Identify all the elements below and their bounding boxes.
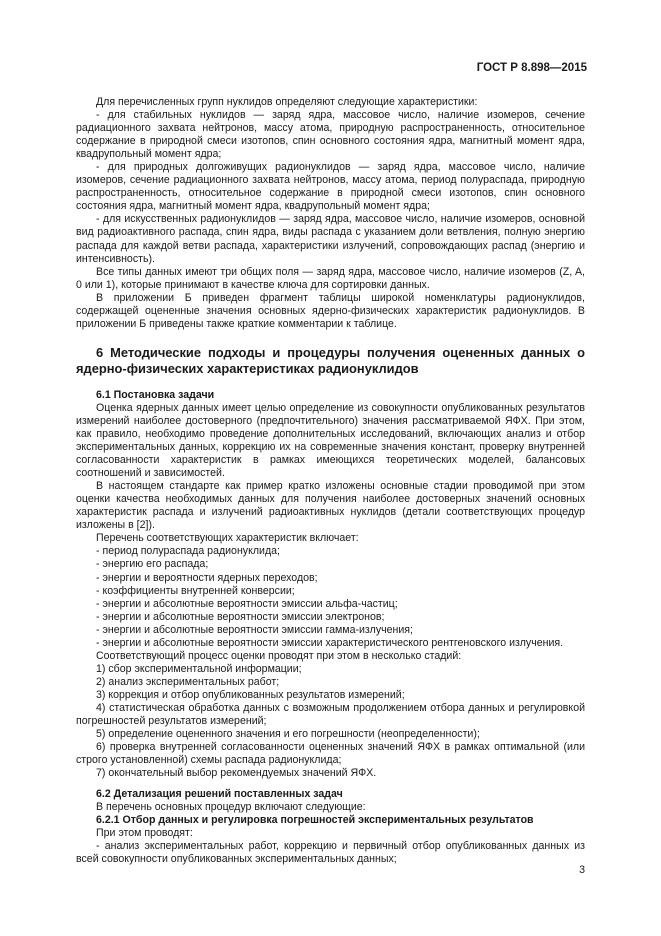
section-heading: 6 Методические подходы и процедуры получения оцененных данных о ядерно-физических характеристиках радионуклидов (76, 344, 585, 376)
paragraph: Для перечисленных групп нуклидов определяют следующие характеристики: (96, 96, 478, 108)
paragraph: Соответствующий процесс оценки проводят при этом в несколько стадий: (96, 649, 462, 662)
paragraph: В приложении Б приведен фрагмент таблицы широкой номенклатуры радионуклидов, содержащей оцененные значения основных ядерно-физических характеристик радионуклидов. В приложении Б приведены также краткие комментарии к таблице. (76, 291, 585, 330)
subsection-heading: 6.1 Постановка задачи (96, 388, 215, 401)
list-item: 1) сбор экспериментальной информации; (96, 662, 302, 675)
list-item: 7) окончательный выбор рекомендуемых значений ЯФХ. (96, 767, 377, 780)
list-item: - период полураспада радионуклида; (96, 545, 280, 558)
list-item: - коэффициенты внутренней конверсии; (96, 584, 295, 597)
list-item: - для стабильных нуклидов — заряд ядра, массовое число, наличие изомеров, сечение радиационного захвата нейтронов, массу атома, природную распространенность, относительное содержание в природной смеси изотопов, спин основного состояния ядра, магнитный момент ядра, квадрупольный момент ядра; (76, 109, 585, 161)
list-item: 6) проверка внутренней согласованности оцененных значений ЯФХ в рамках оптимальной (или строго установленной) схемы распада радионуклида; (76, 741, 585, 767)
subsection-heading: 6.2 Детализация решений поставленных задач (96, 788, 343, 801)
list-item: - для искусственных радионуклидов — заряд ядра, массовое число, наличие изомеров, основной вид радиоактивного распада, спин ядра, виды распада с указанием доли ветвления, полную энергию распада для каждой ветви распада, характеристики излучений, сопровождающих распад (энергию и интенсивность). (76, 213, 585, 265)
document-body (76, 96, 585, 867)
list-item: - для природных долгоживущих радионуклидов — заряд ядра, массовое число, наличие изомеров, сечение радиационного захвата нейтронов, массу атома, период полураспада, природную распространенность, относительное содержание в природной смеси изотопов, спин основного состояния ядра, магнитный момент ядра, квадрупольный момент ядра; (76, 161, 585, 213)
list-item: - энергии и абсолютные вероятности эмиссии характеристического рентгеновского излучения. (96, 636, 564, 649)
list-item: - энергии и абсолютные вероятности эмиссии альфа-частиц; (96, 597, 398, 610)
list-item: - энергии и вероятности ядерных переходов; (96, 571, 318, 584)
paragraph: В настоящем стандарте как пример кратко изложены основные стадии проводимой при этом оценки качества необходимых данных для получения наиболее достоверных значений основных характеристик распада и излучений радиоактивных нуклидов (детали соответствующих процедур изложены в [2]). (76, 480, 585, 532)
list-item: - энергию его распада; (96, 558, 209, 571)
page-number: 3 (579, 864, 585, 876)
paragraph: Оценка ядерных данных имеет целью определение из совокупности опубликованных результатов измерений наиболее достоверного (предпочтительного) значения рассматриваемой ЯФХ. При этом, как правило, необходимо проведение дополнительных исследований, включающих анализ и отбор экспериментальных данных, коррекцию их на современные значения констант, проверку внутренней согласованности характеристик в рамках имеющихся теоретических моделей, балансовых соотношений и зависимостей. (76, 401, 585, 480)
list-item: 5) определение оцененного значения и его погрешности (неопределенности); (96, 728, 480, 741)
list-item: - энергии и абсолютные вероятности эмиссии электронов; (96, 610, 385, 623)
paragraph: Все типы данных имеют три общих поля — заряд ядра, массовое число, наличие изомеров (Z, A, 0 или 1), которые принимают в качестве ключа для сортировки данных. (76, 265, 585, 291)
paragraph: В перечень основных процедур включают следующие: (96, 801, 366, 814)
list-item: - анализ экспериментальных работ, коррекцию и первичный отбор опубликованных данных из всей совокупности опубликованных экспериментальных данных; (76, 840, 585, 866)
paragraph: Перечень соответствующих характеристик включает: (96, 532, 359, 545)
paragraph: При этом проводят: (96, 827, 193, 840)
list-item: 4) статистическая обработка данных с возможным продолжением отбора данных и регулировкой погрешностей результатов измерений; (76, 701, 585, 728)
subsection-heading: 6.2.1 Отбор данных и регулировка погрешностей экспериментальных результатов (96, 814, 534, 827)
list-item: 2) анализ экспериментальных работ; (96, 675, 280, 688)
list-item: 3) коррекция и отбор опубликованных результатов измерений; (96, 688, 405, 701)
document-header: ГОСТ Р 8.898—2015 (476, 62, 587, 74)
list-item: - энергии и абсолютные вероятности эмиссии гамма-излучения; (96, 623, 413, 636)
